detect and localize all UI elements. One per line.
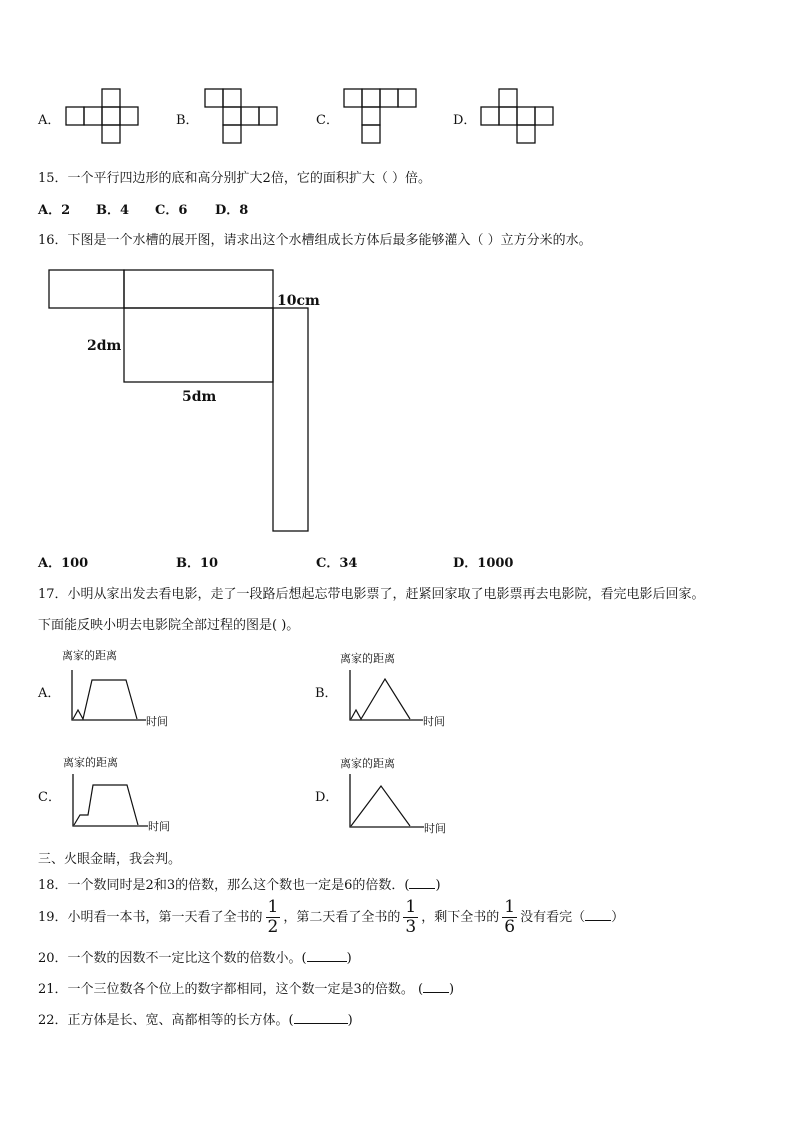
- q19-part4: 没有看完（: [520, 910, 586, 925]
- q19-frac3-num: 1: [504, 897, 516, 917]
- q16-stem: 16．下图是一个水槽的展开图，请求出这个水槽组成长方体后最多能够灌入（ ）立方分米的水。: [38, 233, 592, 248]
- q17-graph-b-y-label: 离家的距离: [340, 652, 395, 665]
- q19-frac1-den: 2: [267, 917, 279, 937]
- q17-graph-d-y-label: 离家的距离: [340, 757, 395, 770]
- q15-option-c[interactable]: C．6: [155, 203, 188, 218]
- q17-stem-line2: 下面能反映小明去电影院全部过程的图是( )。: [38, 618, 300, 633]
- q20-close: ): [346, 951, 352, 966]
- q17-option-d-label[interactable]: D．: [315, 790, 339, 805]
- q15-option-d[interactable]: D．8: [215, 203, 249, 218]
- q21-statement: [38, 978, 454, 997]
- q21-close: ): [449, 982, 455, 997]
- q21-answer-blank[interactable]: [423, 982, 449, 993]
- q21-text: 21．一个三位数各个位上的数字都相同，这个数一定是3的倍数。 (: [38, 982, 424, 997]
- q15-stem: 15．一个平行四边形的底和高分别扩大2倍，它的面积扩大（ ）倍。: [38, 171, 431, 186]
- q16-width-label: 2dm: [87, 338, 122, 354]
- q14-option-d-label[interactable]: D．: [453, 113, 477, 128]
- q18-statement: [38, 874, 441, 893]
- q15-option-a[interactable]: A．2: [38, 203, 71, 218]
- q19-frac1-num: 1: [267, 897, 279, 917]
- q17-graph-a-y-label: 离家的距离: [62, 649, 117, 662]
- q22-text: 22．正方体是长、宽、高都相等的长方体。(: [38, 1013, 294, 1028]
- q16-option-c[interactable]: C．34: [316, 556, 358, 571]
- q18-answer-blank[interactable]: [409, 878, 435, 889]
- q17-option-b-label[interactable]: B．: [315, 686, 338, 701]
- q19-statement: [38, 898, 624, 938]
- q19-fraction-sixth: [502, 898, 517, 937]
- q16-option-a[interactable]: A．100: [38, 556, 89, 571]
- q16-option-d[interactable]: D．1000: [453, 556, 514, 571]
- q20-text: 20．一个数的因数不一定比这个数的倍数小。(: [38, 951, 307, 966]
- q19-frac2-den: 3: [405, 917, 417, 937]
- q19-fraction-half: [266, 898, 281, 937]
- q16-option-b[interactable]: B．10: [176, 556, 219, 571]
- q19-close: ）: [611, 910, 625, 925]
- q18-text: 18．一个数同时是2和3的倍数，那么这个数也一定是6的倍数．(: [38, 878, 410, 893]
- q17-graph-b-x-label: 时间: [423, 715, 445, 728]
- q17-graph-c-y-label: 离家的距离: [63, 756, 118, 769]
- q14-option-b-label[interactable]: B．: [176, 113, 199, 128]
- q19-fraction-third: [403, 898, 418, 937]
- q15-option-b[interactable]: B．4: [96, 203, 130, 218]
- q14-option-a-label[interactable]: A．: [38, 113, 61, 128]
- q22-close: ): [347, 1013, 353, 1028]
- q19-part2: ，第二天看了全书的: [283, 910, 401, 925]
- q18-close: ): [435, 878, 441, 893]
- q20-answer-blank[interactable]: [307, 951, 347, 962]
- q17-stem-line1: 17．小明从家出发去看电影，走了一段路后想起忘带电影票了，赶紧回家取了电影票再去电影院，看完电影后回家。: [38, 587, 705, 602]
- q22-statement: [38, 1009, 353, 1028]
- q17-option-a-label[interactable]: A．: [38, 686, 61, 701]
- q19-frac3-den: 6: [504, 917, 516, 937]
- q20-statement: [38, 947, 352, 966]
- section3-title: 三、火眼金睛，我会判。: [38, 852, 182, 867]
- q19-answer-blank[interactable]: [585, 910, 611, 921]
- q19-part1: 19．小明看一本书，第一天看了全书的: [38, 910, 263, 925]
- q16-height-label: 10cm: [277, 293, 320, 309]
- q16-length-label: 5dm: [182, 389, 217, 405]
- q19-part3: ，剩下全书的: [421, 910, 500, 925]
- q19-frac2-num: 1: [405, 897, 417, 917]
- q17-graph-c-x-label: 时间: [148, 820, 170, 833]
- q14-option-c-label[interactable]: C．: [316, 113, 339, 128]
- q17-option-c-label[interactable]: C．: [38, 790, 61, 805]
- q17-graph-d-x-label: 时间: [424, 822, 446, 835]
- q22-answer-blank[interactable]: [294, 1013, 348, 1024]
- q17-graph-a-x-label: 时间: [146, 715, 168, 728]
